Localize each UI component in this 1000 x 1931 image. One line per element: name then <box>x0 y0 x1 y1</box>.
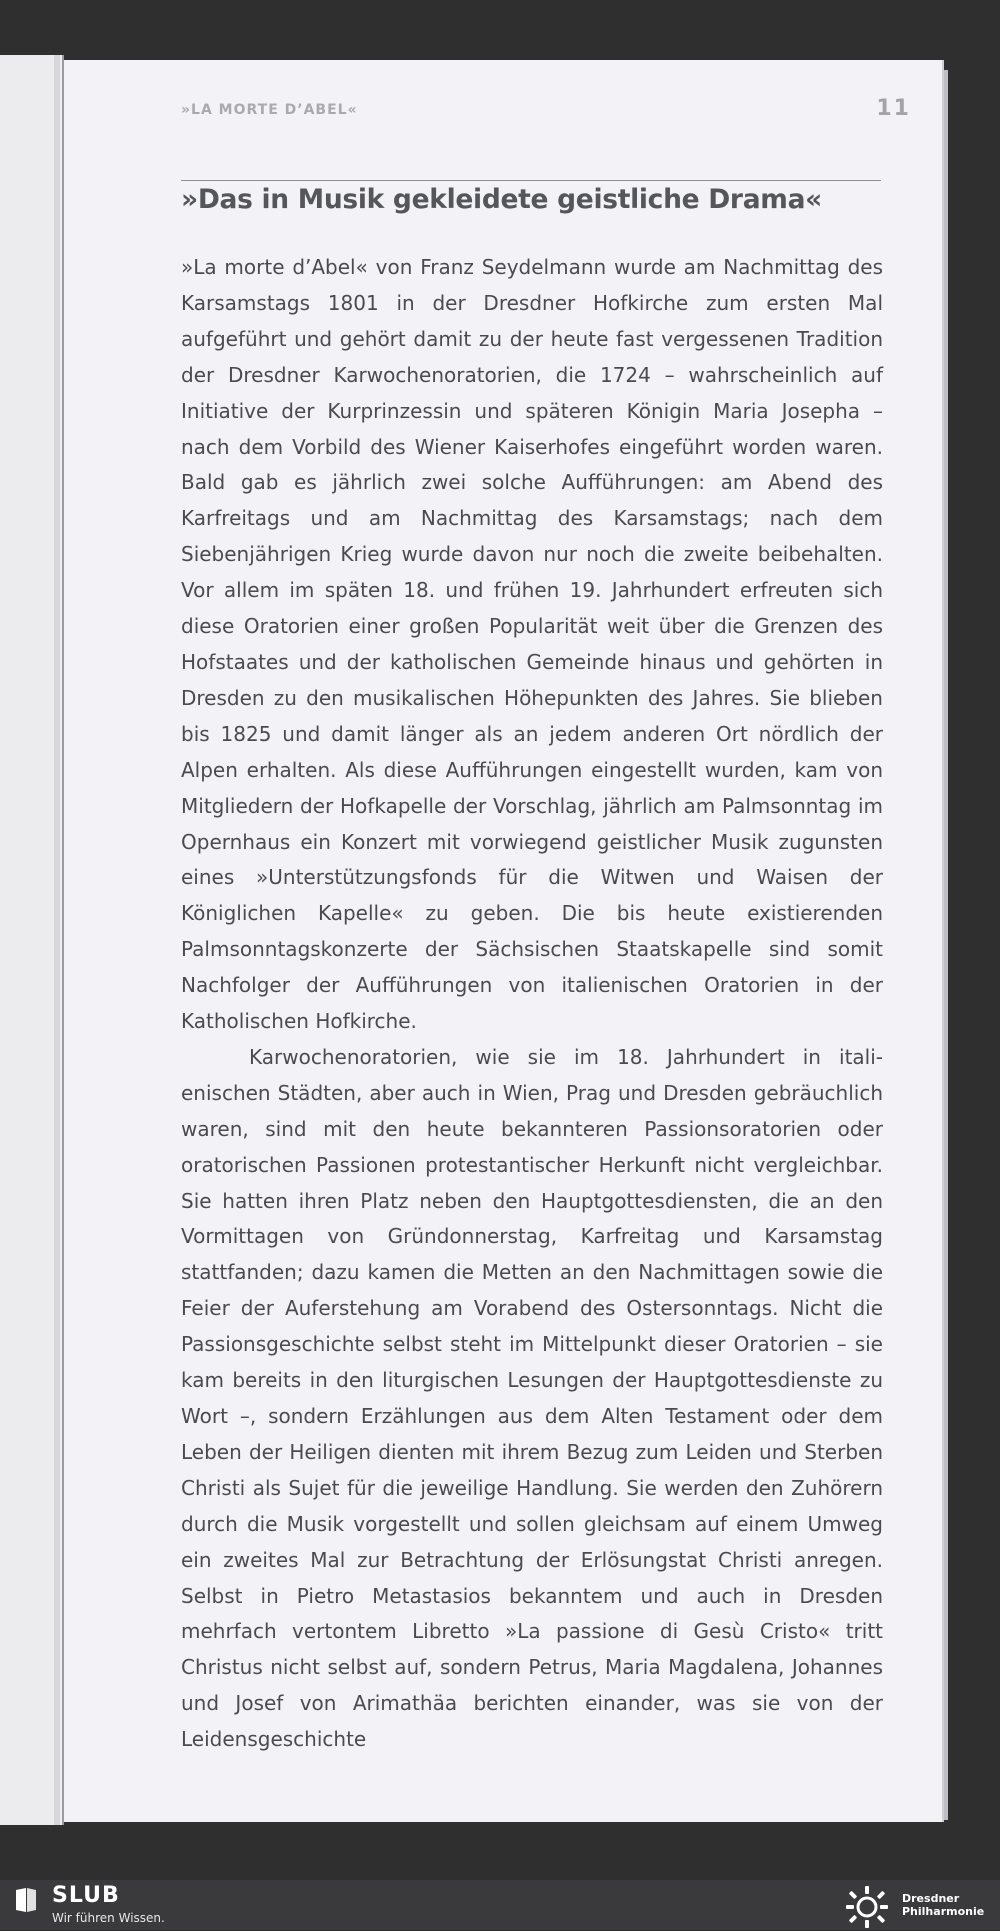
partner-line-1: Dresdner <box>902 1892 960 1905</box>
page-header <box>181 96 911 132</box>
page-shadow <box>942 70 948 1820</box>
page-number: 11 <box>876 96 911 121</box>
library-logo-text: SLUB <box>52 1883 120 1908</box>
facing-page-edge <box>0 55 64 1825</box>
partner-logo-text <box>902 1892 984 1918</box>
document-page <box>64 60 942 1822</box>
book-icon <box>14 1886 38 1914</box>
library-tagline: Wir führen Wissen. <box>52 1911 165 1925</box>
paragraph: »La morte d’Abel« von Franz Seydelmann wurde am Nachmittag des Karsamstags 1801 in der Dresdner Hofkirche zum ersten Mal aufgeführt und gehört damit zu der heute fast vergessenen Tradition der Dresdner Karwochenoratorien, die 1724 – wahrscheinlich auf Initiative der Kurprinzessin und späteren Königin Maria Josepha – nach dem Vorbild des Wiener Kaiserhofes eingeführt worden waren. Bald gab es jährlich zwei solche Aufführungen: am Abend des Karfreitags und am Nachmittag des Karsamstags; nach dem Siebenjährigen Krieg wurde davon nur noch die zweite beibehalten. Vor allem im späten 18. und frühen 19. Jahrhundert erfreuten sich diese Oratorien einer großen Popularität weit über die Grenzen des Hofstaates und der katholischen Gemeinde hinaus und gehörten in Dresden zu den musikalischen Höhepunkten des Jahres. Sie blieben bis 1825 und damit länger als an jedem anderen Ort nördlich der Alpen erhalten. Als diese Aufführungen eingestellt wurden, kam von Mitgliedern der Hofkapelle der Vorschlag, jährlich am Palmsonntag im Opernhaus ein Konzert mit vorwiegend geistlicher Musik zugunsten eines »Unterstützungsfonds für die Witwen und Waisen der Königlichen Kapelle« zu geben. Die bis heute existierenden Palmsonntagskonzerte der Sächsischen Staatskapelle sind somit Nachfolger der Aufführungen von italienischen Oratorien in der Katholischen Hofkirche. <box>181 255 883 1034</box>
viewer-footer <box>0 1880 1000 1930</box>
body-text <box>181 250 883 1758</box>
heading-rule <box>181 180 881 181</box>
partner-line-2: Philharmonie <box>902 1905 985 1918</box>
paragraph: Karwochenoratorien, wie sie im 18. Jahrhundert in italienischen Städten, aber auch in Wien, Prag und Dresden gebräuchlich waren, sind mit den heute bekannteren Passionsoratorien oder oratorischen Passionen protestantischer Herkunft nicht vergleichbar. Sie hatten ihren Platz neben den Hauptgottesdiensten, die an den Vormittagen von Gründonnerstag, Karfreitag und Karsamstag stattfanden; dazu kamen die Metten an den Nachmittagen sowie die Feier der Auferstehung am Vorabend des Ostersonntags. Nicht die Passionsgeschichte selbst steht im Mittelpunkt dieser Oratorien – sie kam bereits in den liturgischen Lesungen der Hauptgottesdienste zu Wort –, sondern Erzählungen aus dem Alten Testament oder dem Leben der Heiligen dienten mit ihrem Bezug zum Leiden und Sterben Christi als Sujet für die jeweilige Handlung. Sie werden den Zuhörern durch die Musik vorgestellt und sollen gleichsam auf einem Umweg ein zweites Mal zur Betrachtung der Erlösungstat Christi anregen. Selbst in Pietro Metastasios bekanntem und auch in Dresden mehrfach vertontem Libretto »La passione di Gesù Cristo« tritt Christus nicht selbst auf, sondern Petrus, Maria Magdalena, Johannes und Josef von Arimathäa berichten einander, was sie von der Leidensgeschichte <box>181 1044 883 1752</box>
philharmonie-logo-icon <box>843 1883 891 1931</box>
section-heading: »Das in Musik gekleidete geistliche Drama« <box>181 184 822 215</box>
facing-page-binding <box>54 55 60 1825</box>
running-head: »LA MORTE D’ABEL« <box>181 102 358 118</box>
